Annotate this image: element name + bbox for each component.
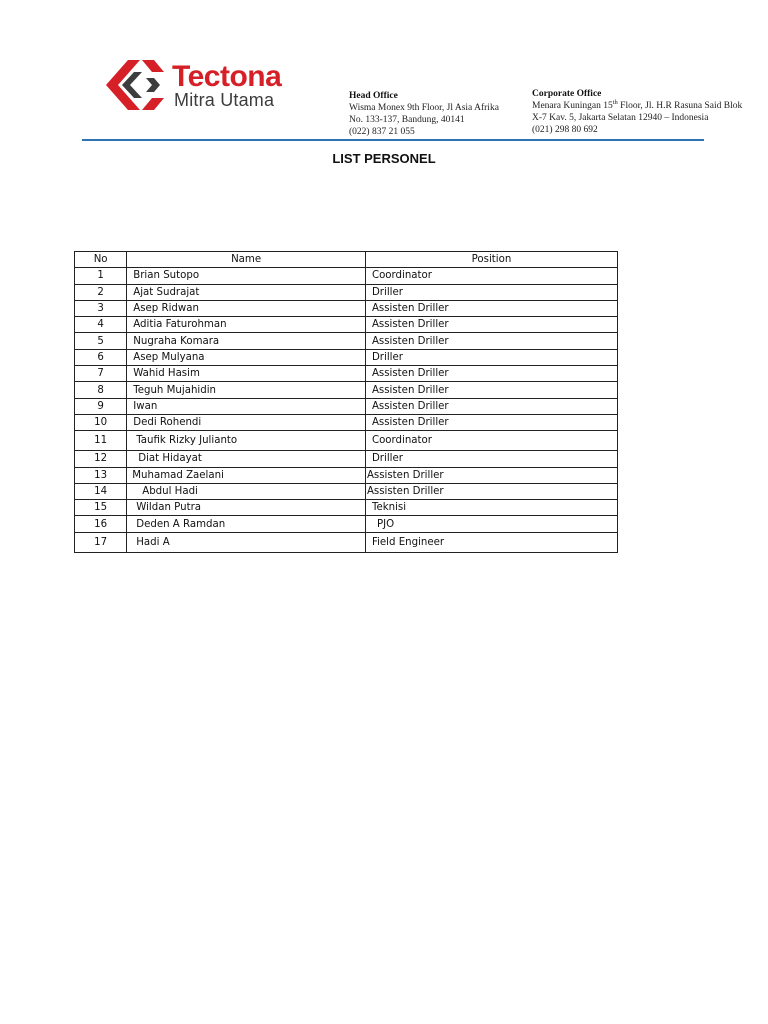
- head-office-block: [349, 90, 527, 138]
- cell-name: Brian Sutopo: [127, 268, 366, 284]
- corporate-address-part: Floor, Jl. H.R Rasuna Said Blok: [617, 101, 743, 111]
- head-office-phone: (022) 837 21 055: [349, 127, 415, 137]
- cell-no: 8: [75, 382, 127, 398]
- cell-position: Assisten Driller: [365, 366, 617, 382]
- cell-name: Ajat Sudrajat: [127, 284, 366, 300]
- table-row: [75, 268, 618, 284]
- cell-name: Abdul Hadi: [127, 483, 366, 499]
- cell-name: Wildan Putra: [127, 500, 366, 516]
- table-row: [75, 366, 618, 382]
- cell-no: 13: [75, 467, 127, 483]
- cell-no: 4: [75, 317, 127, 333]
- company-logo: [104, 58, 304, 114]
- table-header-row: [75, 252, 618, 268]
- corporate-office-title: Corporate Office: [532, 89, 602, 99]
- logo-wordmark: Tectona: [172, 60, 282, 93]
- cell-no: 1: [75, 268, 127, 284]
- cell-position: Assisten Driller: [365, 467, 617, 483]
- cell-name: Nugraha Komara: [127, 333, 366, 349]
- corporate-office-phone: (021) 298 80 692: [532, 125, 598, 135]
- cell-name: Taufik Rizky Julianto: [127, 431, 366, 451]
- logo-subtitle: Mitra Utama: [174, 90, 275, 110]
- cell-no: 6: [75, 349, 127, 365]
- cell-position: Assisten Driller: [365, 483, 617, 499]
- cell-position: Assisten Driller: [365, 317, 617, 333]
- head-office-address-line: No. 133-137, Bandung, 40141: [349, 115, 465, 125]
- cell-no: 9: [75, 398, 127, 414]
- cell-no: 14: [75, 483, 127, 499]
- cell-position: Teknisi: [365, 500, 617, 516]
- cell-name: Deden A Ramdan: [127, 516, 366, 532]
- cell-no: 15: [75, 500, 127, 516]
- table-row: [75, 349, 618, 365]
- cell-position: Coordinator: [365, 431, 617, 451]
- cell-name: Asep Mulyana: [127, 349, 366, 365]
- cell-name: Aditia Faturohman: [127, 317, 366, 333]
- table-row: [75, 300, 618, 316]
- cell-position: Field Engineer: [365, 532, 617, 552]
- personnel-table: [74, 251, 618, 553]
- table-row: [75, 414, 618, 430]
- cell-no: 10: [75, 414, 127, 430]
- cell-name: Hadi A: [127, 532, 366, 552]
- table-body: [75, 268, 618, 552]
- cell-position: Assisten Driller: [365, 333, 617, 349]
- cell-position: Driller: [365, 284, 617, 300]
- tectona-logo-icon: [104, 58, 166, 112]
- table-row: [75, 317, 618, 333]
- head-office-title: Head Office: [349, 91, 398, 101]
- cell-position: Assisten Driller: [365, 414, 617, 430]
- table-row: [75, 431, 618, 451]
- cell-name: Diat Hidayat: [127, 451, 366, 467]
- cell-name: Teguh Mujahidin: [127, 382, 366, 398]
- table-row: [75, 398, 618, 414]
- cell-name: Iwan: [127, 398, 366, 414]
- cell-name: Dedi Rohendi: [127, 414, 366, 430]
- cell-name: Muhamad Zaelani: [127, 467, 366, 483]
- head-office-address-line: Wisma Monex 9th Floor, Jl Asia Afrika: [349, 103, 499, 113]
- corporate-office-address-line: [532, 100, 768, 112]
- cell-name: Wahid Hasim: [127, 366, 366, 382]
- corporate-office-address-line: X-7 Kav. 5, Jakarta Selatan 12940 – Indonesia: [532, 113, 709, 123]
- document-title: LIST PERSONEL: [332, 151, 436, 166]
- cell-no: 12: [75, 451, 127, 467]
- cell-no: 11: [75, 431, 127, 451]
- cell-position: Coordinator: [365, 268, 617, 284]
- cell-position: Assisten Driller: [365, 398, 617, 414]
- header-divider: [82, 139, 704, 141]
- cell-no: 2: [75, 284, 127, 300]
- table-row: [75, 500, 618, 516]
- table-row: [75, 382, 618, 398]
- corporate-address-part: Menara Kuningan 15: [532, 101, 613, 111]
- table-row: [75, 333, 618, 349]
- corporate-office-block: [532, 88, 768, 136]
- table-row: [75, 516, 618, 532]
- column-header-position: Position: [365, 252, 617, 268]
- table-row: [75, 451, 618, 467]
- corporate-address-ordinal: th: [612, 98, 618, 106]
- column-header-name: Name: [127, 252, 366, 268]
- cell-no: 5: [75, 333, 127, 349]
- table-row: [75, 532, 618, 552]
- table-row: [75, 467, 618, 483]
- table-row: [75, 483, 618, 499]
- cell-position: Driller: [365, 349, 617, 365]
- cell-no: 16: [75, 516, 127, 532]
- table-row: [75, 284, 618, 300]
- column-header-no: No: [75, 252, 127, 268]
- cell-no: 3: [75, 300, 127, 316]
- cell-position: Assisten Driller: [365, 382, 617, 398]
- cell-position: Driller: [365, 451, 617, 467]
- cell-name: Asep Ridwan: [127, 300, 366, 316]
- cell-position: PJO: [365, 516, 617, 532]
- cell-position: Assisten Driller: [365, 300, 617, 316]
- cell-no: 7: [75, 366, 127, 382]
- cell-no: 17: [75, 532, 127, 552]
